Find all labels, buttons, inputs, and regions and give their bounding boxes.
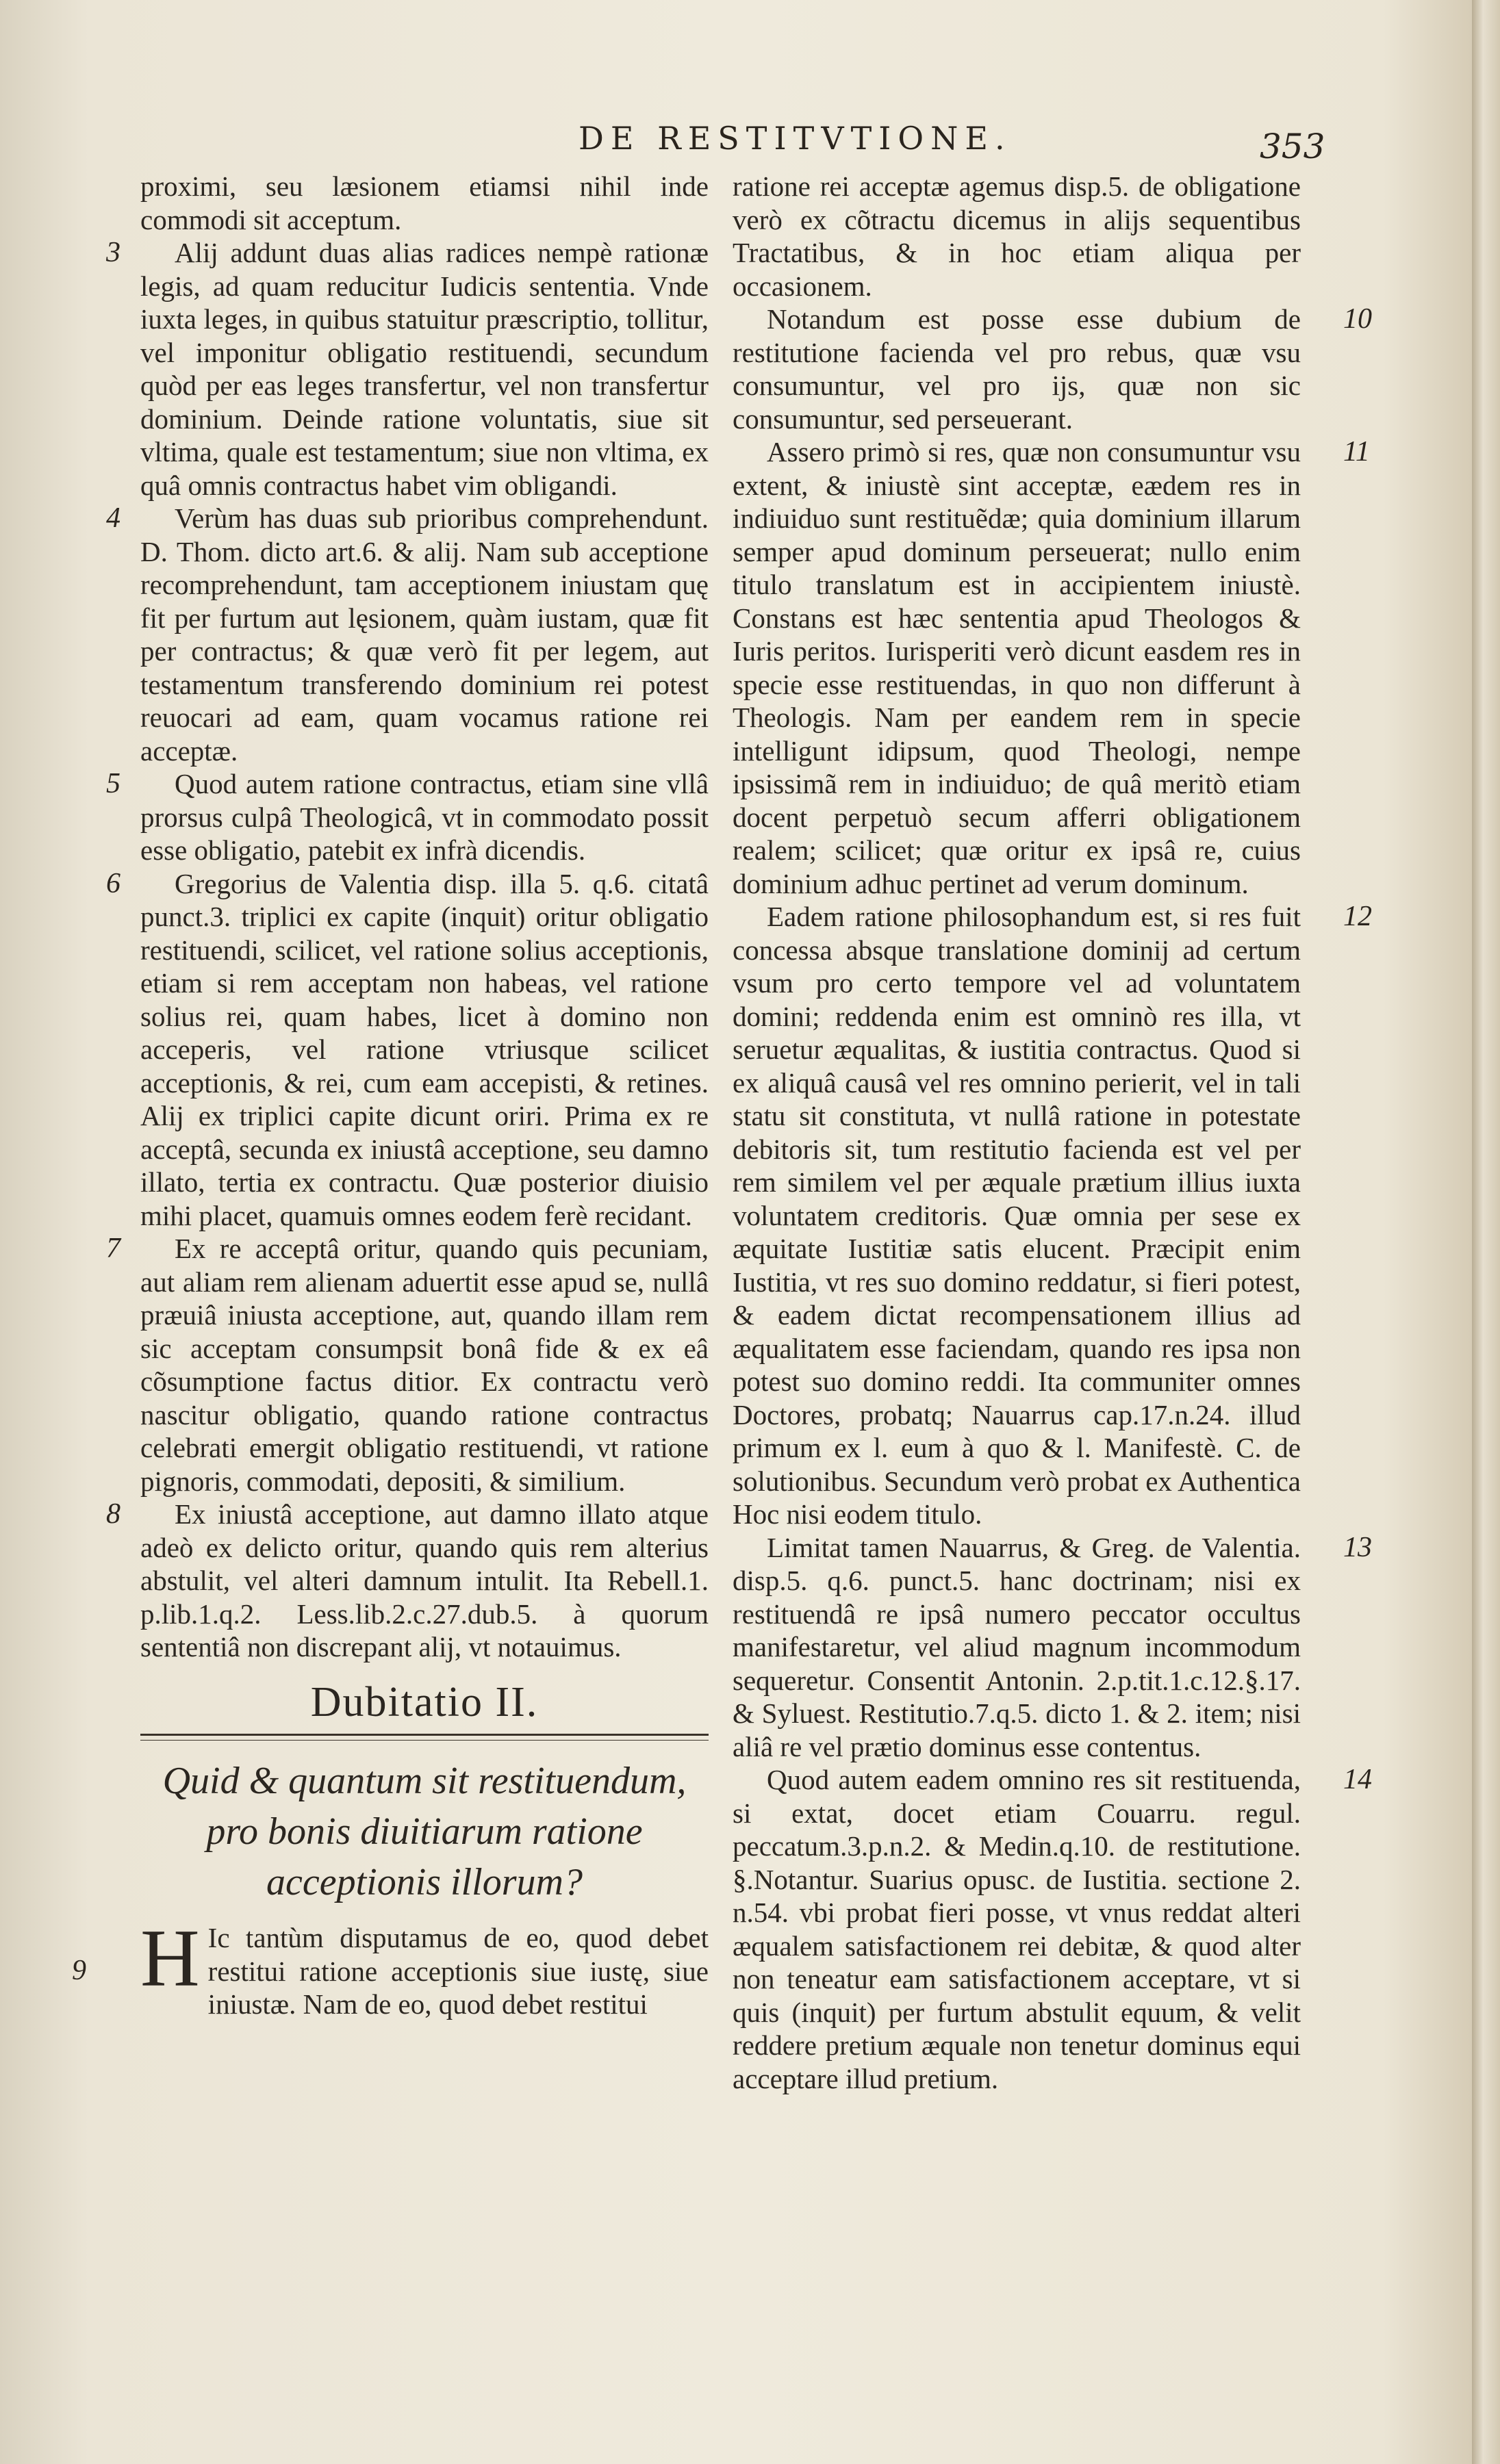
paragraph — [106, 1498, 709, 1664]
paragraph — [733, 1531, 1372, 1764]
paragraph-number: 10 — [1343, 303, 1372, 335]
paragraph-number: 6 — [106, 867, 120, 899]
paragraph-text: Ex re acceptâ oritur, quando quis pecuniam, aut aliam rem alienam aduertit esse apud se, nullâ præuiâ iniusta acceptione, aut, quando illam rem sic acceptam consumpsit bonâ fide & ex eâ cõsumptione factus ditior. Ex contractu verò nascitur obligatio, quando ratione contractus celebrati emergit obligatio restituendi, vt ratione pignoris, commodati, depositi, & similium. — [140, 1233, 709, 1497]
paragraph-number: 3 — [106, 237, 120, 268]
paragraph-text: Assero primò si res, quæ non consumuntur vsu extent, & iniustè sint acceptæ, eædem res in indiuiduo sunt restituẽdæ; quia dominium illarum semper apud dominum perseuerat; nullo enim titulo translatum est in accipientem iniustè. Constans est hæc sententia apud Theologos & Iuris peritos. Iurisperiti verò dicunt easdem res in specie esse restituendas, in quo non differunt à Theologis. Nam per eandem rem in specie intelligunt idipsum, quod Theologi, nempe ipsissimã rem in indiuiduo; de quâ meritò etiam docent perpetuò secum afferri obligationem realem; scilicet; quæ oritur ex ipsâ re, cuius dominium adhuc pertinet ad verum dominum. — [733, 436, 1301, 899]
paragraph-text: Notandum est posse esse dubium de restitutione facienda vel pro rebus, quæ vsu consumuntur, vel pro ijs, quæ non sic consumuntur, sed perseuerant. — [733, 303, 1301, 435]
paragraph-text: Alij addunt duas alias radices nempè rationæ legis, ad quam reducitur Iudicis sententia. Vnde iuxta leges, in quibus statuitur præscriptio, tollitur, vel imponitur obligatio restituendi, secundum quòd per eas leges transfertur, vel non transfertur dominium. Deinde ratione voluntatis, siue sit vltima, quale est testamentum; siue non vltima, ex quâ omnis contractus habet vim obligandi. — [140, 237, 709, 501]
paragraph-number: 4 — [106, 502, 120, 534]
paragraph — [733, 1763, 1372, 2095]
left-column — [72, 170, 709, 2021]
paragraph — [106, 502, 709, 767]
paragraph-text: Ex iniustâ acceptione, aut damno illato atque adeò ex delicto oritur, quando quis rem alterius abstulit, vel alteri damnum intulit. Ita Rebell.1. p.lib.1.q.2. Less.lib.2.c.27.dub.5. à quorum sententiâ non discrepant alij, vt notauimus. — [140, 1498, 709, 1663]
page-number: 353 — [1260, 127, 1325, 166]
paragraph — [106, 236, 709, 502]
paragraph-text: Quod autem eadem omnino res sit restituenda, si extat, docet etiam Couarru. regul. peccatum.3.p.n.2. & Medin.q.10. de restitutione. §.Notantur. Suarius opusc. de Iustitia. sectione 2. n.54. vbi probat fieri posse, vt vnus reddat alteri æqualem satisfactionem rei debitæ, & quod alter non teneatur eam satisfactionem acceptare, vt si quis (inquit) per furtum abstulit equum, & velit reddere pretium æquale non tenetur dominus equi acceptare illud pretium. — [733, 1764, 1301, 2094]
paragraph — [140, 170, 709, 236]
page-edge — [1472, 0, 1500, 2464]
paragraph — [72, 1912, 709, 2021]
right-column — [733, 170, 1372, 2095]
paragraph — [106, 1232, 709, 1498]
paragraph-number: 13 — [1343, 1531, 1372, 1563]
paragraph — [733, 170, 1301, 303]
paragraph-text: Limitat tamen Nauarrus, & Greg. de Valentia. disp.5. q.6. punct.5. hanc doctrinam; nisi ex restituendâ re ipsâ numero peccator occultus manifestaretur, vel aliud magnum incommodum sequeretur. Consentit Antonin. 2.p.tit.1.c.12.§.17. & Syluest. Restitutio.7.q.5. dicto 1. & 2. item; nisi aliâ re vel prætio dominus esse contentus. — [733, 1531, 1301, 1762]
paragraph-number: 8 — [106, 1498, 120, 1530]
paragraph — [106, 767, 709, 867]
heading-rule — [140, 1734, 709, 1741]
section-heading: Dubitatio II. — [310, 1678, 539, 1725]
paragraph-number: 9 — [72, 1955, 86, 1986]
running-title: DE RESTITVTIONE. — [579, 120, 1012, 157]
paragraph-text: Ic tantùm disputamus de eo, quod debet restitui ratione acceptionis siue iustę, siue iniustæ. Nam de eo, quod debet restitui — [207, 1922, 709, 2020]
page-header — [0, 120, 1472, 168]
paragraph — [733, 435, 1370, 900]
paragraph-number: 12 — [1343, 901, 1372, 932]
paragraph-number: 14 — [1343, 1764, 1372, 1795]
paragraph — [733, 303, 1372, 435]
paragraph-text: Eadem ratione philosophandum est, si res fuit concessa absque translatione dominij ad certum vsum pro certo tempore vel ad voluntatem domini; reddenda enim est omninò res illa, vt seruetur æqualitas, & iustitia contractus. Quod si ex aliquâ causâ vel res omnino perierit, vel in tali statu sit constituta, vt nullâ ratione in potestate debitoris sit, tum restitutio facienda est vel per rem similem vel per æquale prætium illius iuxta voluntatem creditoris. Quæ omnia per sese ex æquitate Iustitiæ satis elucent. Præcipit enim Iustitia, vt res suo domino reddatur, si fieri potest, & eadem dictat recompensationem illius ad æqualitatem esse faciendam, quando res ipsa non potest suo domino reddi. Ita communiter omnes Doctores, probatq; Nauarrus cap.17.n.24. illud primum ex l. eum à quo & l. Manifestè. C. de solutionibus. Secundum verò probat ex Authentica Hoc nisi eodem titulo. — [733, 901, 1301, 1530]
paragraph-text: Gregorius de Valentia disp. illa 5. q.6. citatâ punct.3. triplici ex capite (inquit) oritur obligatio restituendi, scilicet, vel ratione solius acceptionis, etiam si rem acceptam non habeas, vel ratione solius rei, quam habes, licet à domino non acceperis, vel ratione vtriusque scilicet acceptionis, & rei, cum eam accepisti, & retines. Alij ex triplici capite dicunt oriri. Prima ex re acceptâ, secunda ex iniustâ acceptione, seu damno illato, tertia ex contractu. Quæ posterior diuisio mihi placet, quamuis omnes eodem ferè recidant. — [140, 867, 709, 1231]
drop-cap: H — [140, 1912, 200, 2003]
paragraph-number: 5 — [106, 768, 120, 799]
question-title: Quid & quantum sit restituendum, pro bonis diuitiarum ratione acceptionis illorum? — [162, 1760, 687, 1903]
paragraph — [106, 867, 709, 1233]
paragraph-text: Verùm has duas sub prioribus comprehendunt. D. Thom. dicto art.6. & alij. Nam sub acceptione recomprehendunt, tam acceptionem iniustam quę fit per furtum aut lęsionem, quàm iustam, quæ fit per contractus; & quæ verò fit per legem, aut testamentum transferendo dominium rei potest reuocari ad eam, quam vocamus ratione rei acceptæ. — [140, 502, 709, 767]
paragraph-text: Quod autem ratione contractus, etiam sine vllâ prorsus culpâ Theologicâ, vt in commodato possit esse obligatio, patebit ex infrà dicendis. — [140, 768, 709, 866]
paragraph-number: 11 — [1343, 436, 1370, 467]
paragraph — [733, 900, 1372, 1531]
paragraph-number: 7 — [106, 1233, 120, 1264]
paragraph-text: ratione rei acceptæ agemus disp.5. de obligatione verò ex cõtractu dicemus in alijs sequentibus Tractatibus, & in hoc etiam aliqua per occasionem. — [733, 170, 1301, 302]
paragraph-text: proximi, seu læsionem etiamsi nihil inde commodi sit acceptum. — [140, 170, 709, 235]
